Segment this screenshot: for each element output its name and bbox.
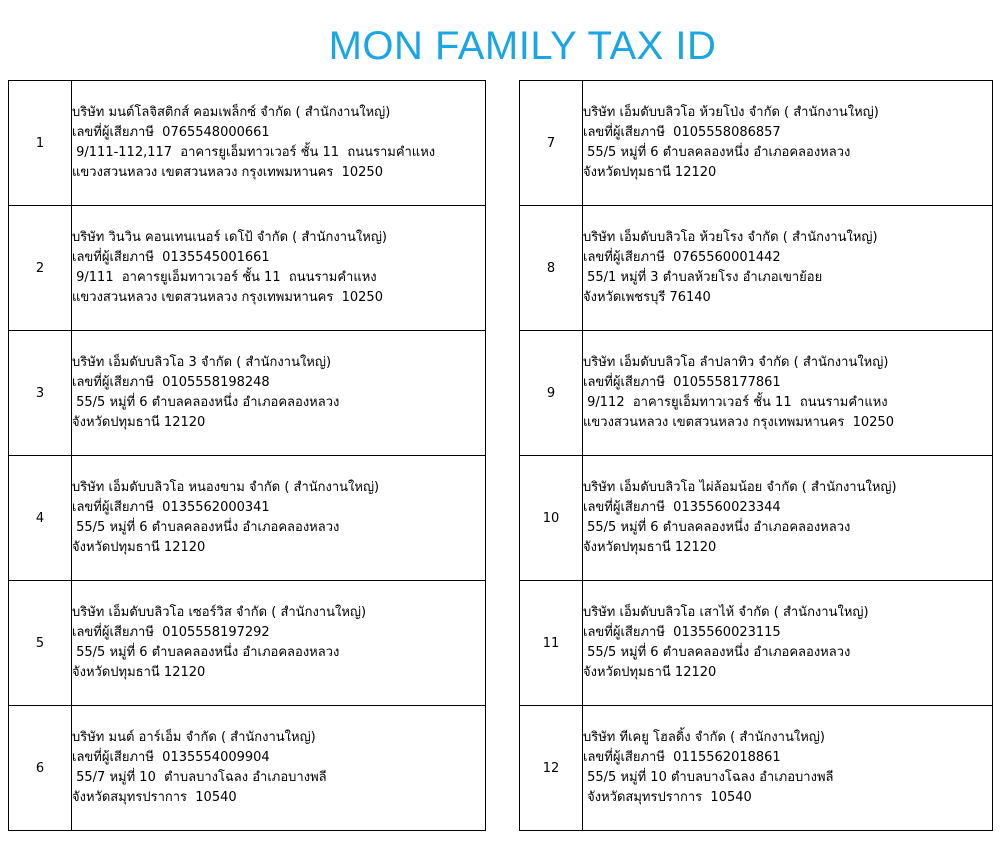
tax-id: เลขที่ผู้เสียภาษี 0105558177861	[583, 375, 781, 390]
row-number: 11	[520, 581, 583, 706]
address-line-2: จังหวัดปทุมธานี 12120	[583, 540, 717, 555]
table-row	[520, 581, 993, 706]
address-line-1: 9/111 อาคารยูเอ็มทาวเวอร์ ชั้น 11 ถนนรามคำแหง	[72, 270, 377, 285]
company-name: บริษัท เอ็มดับบลิวโอ หนองขาม จำกัด ( สำนักงานใหญ่)	[72, 480, 380, 495]
table-row	[520, 706, 993, 831]
row-number: 1	[9, 81, 72, 206]
table-row	[9, 331, 486, 456]
address-line-2: แขวงสวนหลวง เขตสวนหลวง กรุงเทพมหานคร 10250	[72, 165, 383, 180]
tax-id: เลขที่ผู้เสียภาษี 0135554009904	[72, 750, 270, 765]
company-name: บริษัท เอ็มดับบลิวโอ ห้วยโรง จำกัด ( สำนักงานใหญ่)	[583, 230, 878, 245]
table-row	[9, 81, 486, 206]
row-number: 2	[9, 206, 72, 331]
row-number: 3	[9, 331, 72, 456]
table-row	[520, 331, 993, 456]
company-info	[72, 81, 486, 206]
address-line-1: 55/7 หมู่ที่ 10 ตำบลบางโฉลง อำเภอบางพลี	[72, 770, 327, 785]
address-line-1: 55/5 หมู่ที่ 6 ตำบลคลองหนึ่ง อำเภอคลองหลวง	[72, 395, 340, 410]
company-name: บริษัท เอ็มดับบลิวโอ เสาไห้ จำกัด ( สำนักงานใหญ่)	[583, 605, 869, 620]
table-row	[9, 706, 486, 831]
company-name: บริษัท เอ็มดับบลิวโอ ห้วยโป่ง จำกัด ( สำนักงานใหญ่)	[583, 105, 879, 120]
address-line-2: จังหวัดสมุทรปราการ 10540	[72, 790, 237, 805]
address-line-1: 55/5 หมู่ที่ 6 ตำบลคลองหนึ่ง อำเภอคลองหลวง	[583, 145, 851, 160]
address-line-2: จังหวัดปทุมธานี 12120	[72, 540, 206, 555]
company-name: บริษัท เอ็มดับบลิวโอ ลำปลาทิว จำกัด ( สำนักงานใหญ่)	[583, 355, 889, 370]
row-number: 8	[520, 206, 583, 331]
company-name: บริษัท เอ็มดับบลิวโอ ไผ่ล้อมน้อย จำกัด ( สำนักงานใหญ่)	[583, 480, 897, 495]
tax-id: เลขที่ผู้เสียภาษี 0135560023115	[583, 625, 781, 640]
address-line-1: 55/5 หมู่ที่ 6 ตำบลคลองหนึ่ง อำเภอคลองหลวง	[583, 520, 851, 535]
company-name: บริษัท เอ็มดับบลิวโอ 3 จำกัด ( สำนักงานใหญ่)	[72, 355, 332, 370]
company-info	[583, 456, 993, 581]
tax-table-right	[519, 80, 993, 831]
row-number: 10	[520, 456, 583, 581]
company-info	[72, 456, 486, 581]
address-line-2: จังหวัดเพชรบุรี 76140	[583, 290, 711, 305]
tax-id: เลขที่ผู้เสียภาษี 0105558197292	[72, 625, 270, 640]
address-line-2: จังหวัดปทุมธานี 12120	[583, 165, 717, 180]
tax-table-left	[8, 80, 486, 831]
table-row	[9, 581, 486, 706]
row-number: 4	[9, 456, 72, 581]
page-title: MON FAMILY TAX ID	[328, 24, 717, 68]
company-info	[72, 581, 486, 706]
address-line-1: 9/111-112,117 อาคารยูเอ็มทาวเวอร์ ชั้น 11 ถนนรามคำแหง	[72, 145, 436, 160]
tax-id: เลขที่ผู้เสียภาษี 0135560023344	[583, 500, 781, 515]
table-row	[520, 81, 993, 206]
address-line-1: 55/5 หมู่ที่ 6 ตำบลคลองหนึ่ง อำเภอคลองหลวง	[72, 645, 340, 660]
address-line-2: จังหวัดสมุทรปราการ 10540	[583, 790, 752, 805]
address-line-1: 55/5 หมู่ที่ 6 ตำบลคลองหนึ่ง อำเภอคลองหลวง	[583, 645, 851, 660]
address-line-2: แขวงสวนหลวง เขตสวนหลวง กรุงเทพมหานคร 10250	[583, 415, 894, 430]
company-info	[583, 331, 993, 456]
company-info	[583, 581, 993, 706]
row-number: 5	[9, 581, 72, 706]
address-line-1: 55/5 หมู่ที่ 6 ตำบลคลองหนึ่ง อำเภอคลองหลวง	[72, 520, 340, 535]
table-row	[520, 456, 993, 581]
row-number: 7	[520, 81, 583, 206]
company-info	[583, 81, 993, 206]
row-number: 9	[520, 331, 583, 456]
table-row	[9, 206, 486, 331]
tax-id: เลขที่ผู้เสียภาษี 0105558086857	[583, 125, 781, 140]
company-info	[583, 206, 993, 331]
tax-id: เลขที่ผู้เสียภาษี 0115562018861	[583, 750, 781, 765]
company-name: บริษัท วินวิน คอนเทนเนอร์ เดโป้ จำกัด ( สำนักงานใหญ่)	[72, 230, 387, 245]
address-line-2: จังหวัดปทุมธานี 12120	[583, 665, 717, 680]
company-info	[583, 706, 993, 831]
company-name: บริษัท มนต์ อาร์เอ็ม จำกัด ( สำนักงานใหญ่)	[72, 730, 316, 745]
address-line-2: จังหวัดปทุมธานี 12120	[72, 665, 206, 680]
tax-id: เลขที่ผู้เสียภาษี 0765548000661	[72, 125, 270, 140]
tax-id: เลขที่ผู้เสียภาษี 0135562000341	[72, 500, 270, 515]
table-row	[520, 206, 993, 331]
address-line-2: แขวงสวนหลวง เขตสวนหลวง กรุงเทพมหานคร 10250	[72, 290, 383, 305]
company-info	[72, 331, 486, 456]
row-number: 12	[520, 706, 583, 831]
tax-id: เลขที่ผู้เสียภาษี 0135545001661	[72, 250, 270, 265]
company-info	[72, 706, 486, 831]
address-line-1: 55/5 หมู่ที่ 10 ตำบลบางโฉลง อำเภอบางพลี	[583, 770, 834, 785]
company-name: บริษัท มนต์โลจิสติกส์ คอมเพล็กซ์ จำกัด ( สำนักงานใหญ่)	[72, 105, 391, 120]
row-number: 6	[9, 706, 72, 831]
tax-id: เลขที่ผู้เสียภาษี 0765560001442	[583, 250, 781, 265]
address-line-1: 55/1 หมู่ที่ 3 ตำบลห้วยโรง อำเภอเขาย้อย	[583, 270, 823, 285]
tax-id: เลขที่ผู้เสียภาษี 0105558198248	[72, 375, 270, 390]
company-info	[72, 206, 486, 331]
company-name: บริษัท เอ็มดับบลิวโอ เซอร์วิส จำกัด ( สำนักงานใหญ่)	[72, 605, 367, 620]
address-line-1: 9/112 อาคารยูเอ็มทาวเวอร์ ชั้น 11 ถนนรามคำแหง	[583, 395, 888, 410]
address-line-2: จังหวัดปทุมธานี 12120	[72, 415, 206, 430]
company-name: บริษัท ทีเคยู โฮลดิ้ง จำกัด ( สำนักงานใหญ่)	[583, 730, 825, 745]
table-row	[9, 456, 486, 581]
